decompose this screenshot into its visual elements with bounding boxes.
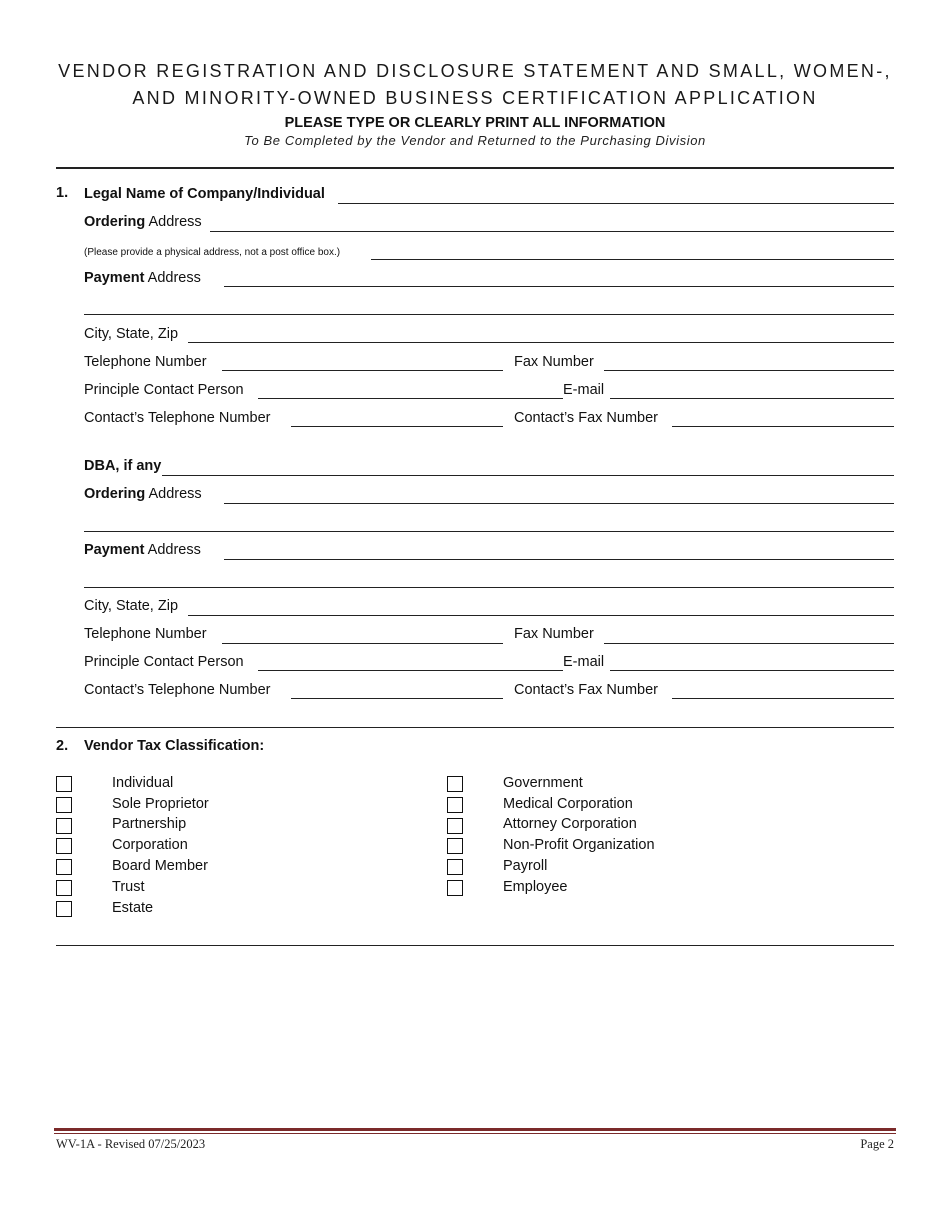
telephone-field[interactable] [222, 370, 503, 371]
legal-name-label: Legal Name of Company/Individual [84, 186, 325, 202]
checkbox-government[interactable] [447, 776, 463, 792]
dba-field[interactable] [162, 475, 894, 476]
checkbox-attorney-corporation[interactable] [447, 818, 463, 834]
completion-instruction: To Be Completed by the Vendor and Returned to the Purchasing Division [244, 133, 706, 148]
telephone-label: Telephone Number [84, 354, 207, 370]
section-2-number: 2. [56, 738, 69, 754]
city-state-zip-label: City, State, Zip [84, 326, 179, 342]
checkbox-medical-corporation[interactable] [447, 797, 463, 813]
dba-contact-phone-field[interactable] [291, 698, 503, 699]
legal-name-field[interactable] [338, 203, 894, 204]
contact-person-label: Principle Contact Person [84, 382, 244, 398]
option-board-member: Board Member [112, 858, 208, 874]
form-title-line1: VENDOR REGISTRATION AND DISCLOSURE STATEMENT AND SMALL, WOMEN-, [58, 61, 892, 81]
address-note: (Please provide a physical address, not a post office box.) [84, 247, 341, 258]
dba-contact-person-field[interactable] [258, 670, 563, 671]
ordering-address-field-2[interactable] [371, 259, 894, 260]
payment-address-field[interactable] [224, 286, 894, 287]
dba-ordering-address-label: Ordering Address [84, 486, 202, 502]
dba-city-state-zip-label: City, State, Zip [84, 598, 179, 614]
section-2-bottom-divider [56, 945, 894, 946]
checkbox-non-profit-organization[interactable] [447, 838, 463, 854]
ordering-address-field[interactable] [210, 231, 894, 232]
page-number: Page 2 [860, 1137, 894, 1151]
option-employee: Employee [503, 879, 568, 895]
dba-email-field[interactable] [610, 670, 894, 671]
city-state-zip-field[interactable] [188, 342, 894, 343]
option-attorney-corporation: Attorney Corporation [503, 816, 637, 832]
dba-label: DBA, if any [84, 458, 162, 474]
footer-rule [54, 1128, 896, 1131]
contact-phone-label: Contact’s Telephone Number [84, 410, 271, 426]
fax-label: Fax Number [514, 354, 594, 370]
dba-ordering-address-field-2[interactable] [84, 531, 894, 532]
dba-telephone-field[interactable] [222, 643, 503, 644]
email-label: E-mail [563, 382, 605, 398]
option-government: Government [503, 775, 583, 791]
contact-phone-field[interactable] [291, 426, 503, 427]
option-trust: Trust [112, 879, 145, 895]
section-divider [56, 727, 894, 728]
tax-classification-label: Vendor Tax Classification: [84, 738, 265, 754]
dba-payment-address-field[interactable] [224, 559, 894, 560]
dba-contact-person-label: Principle Contact Person [84, 654, 244, 670]
option-medical-corporation: Medical Corporation [503, 796, 633, 812]
dba-fax-field[interactable] [604, 643, 894, 644]
contact-fax-field[interactable] [672, 426, 894, 427]
checkbox-employee[interactable] [447, 880, 463, 896]
dba-payment-address-field-2[interactable] [84, 587, 894, 588]
form-revision: WV-1A - Revised 07/25/2023 [56, 1137, 206, 1151]
option-payroll: Payroll [503, 858, 548, 874]
checkbox-sole-proprietor[interactable] [56, 797, 72, 813]
dba-contact-fax-field[interactable] [672, 698, 894, 699]
footer-rule-thin [54, 1133, 896, 1134]
dba-telephone-label: Telephone Number [84, 626, 207, 642]
ordering-address-label: Ordering Address [84, 214, 202, 230]
checkbox-individual[interactable] [56, 776, 72, 792]
dba-contact-fax-label: Contact’s Fax Number [514, 682, 658, 698]
dba-city-state-zip-field[interactable] [188, 615, 894, 616]
checkbox-payroll[interactable] [447, 859, 463, 875]
option-partnership: Partnership [112, 816, 187, 832]
dba-fax-label: Fax Number [514, 626, 594, 642]
payment-address-field-2[interactable] [84, 314, 894, 315]
checkbox-corporation[interactable] [56, 838, 72, 854]
payment-address-label: Payment Address [84, 270, 201, 286]
contact-person-field[interactable] [258, 398, 563, 399]
option-corporation: Corporation [112, 837, 188, 853]
print-instruction: PLEASE TYPE OR CLEARLY PRINT ALL INFORMATION [284, 115, 666, 131]
dba-payment-address-label: Payment Address [84, 542, 201, 558]
checkbox-trust[interactable] [56, 880, 72, 896]
option-estate: Estate [112, 900, 154, 916]
checkbox-estate[interactable] [56, 901, 72, 917]
section-1-number: 1. [56, 185, 69, 201]
checkbox-partnership[interactable] [56, 818, 72, 834]
dba-ordering-address-field[interactable] [224, 503, 894, 504]
dba-contact-phone-label: Contact’s Telephone Number [84, 682, 271, 698]
form-title-line2: AND MINORITY-OWNED BUSINESS CERTIFICATION APPLICATION [132, 88, 818, 108]
option-individual: Individual [112, 775, 174, 791]
option-non-profit-organization: Non-Profit Organization [503, 837, 655, 853]
option-sole-proprietor: Sole Proprietor [112, 796, 209, 812]
contact-fax-label: Contact’s Fax Number [514, 410, 658, 426]
fax-field[interactable] [604, 370, 894, 371]
email-field[interactable] [610, 398, 894, 399]
checkbox-board-member[interactable] [56, 859, 72, 875]
header-divider [56, 167, 894, 169]
dba-email-label: E-mail [563, 654, 605, 670]
